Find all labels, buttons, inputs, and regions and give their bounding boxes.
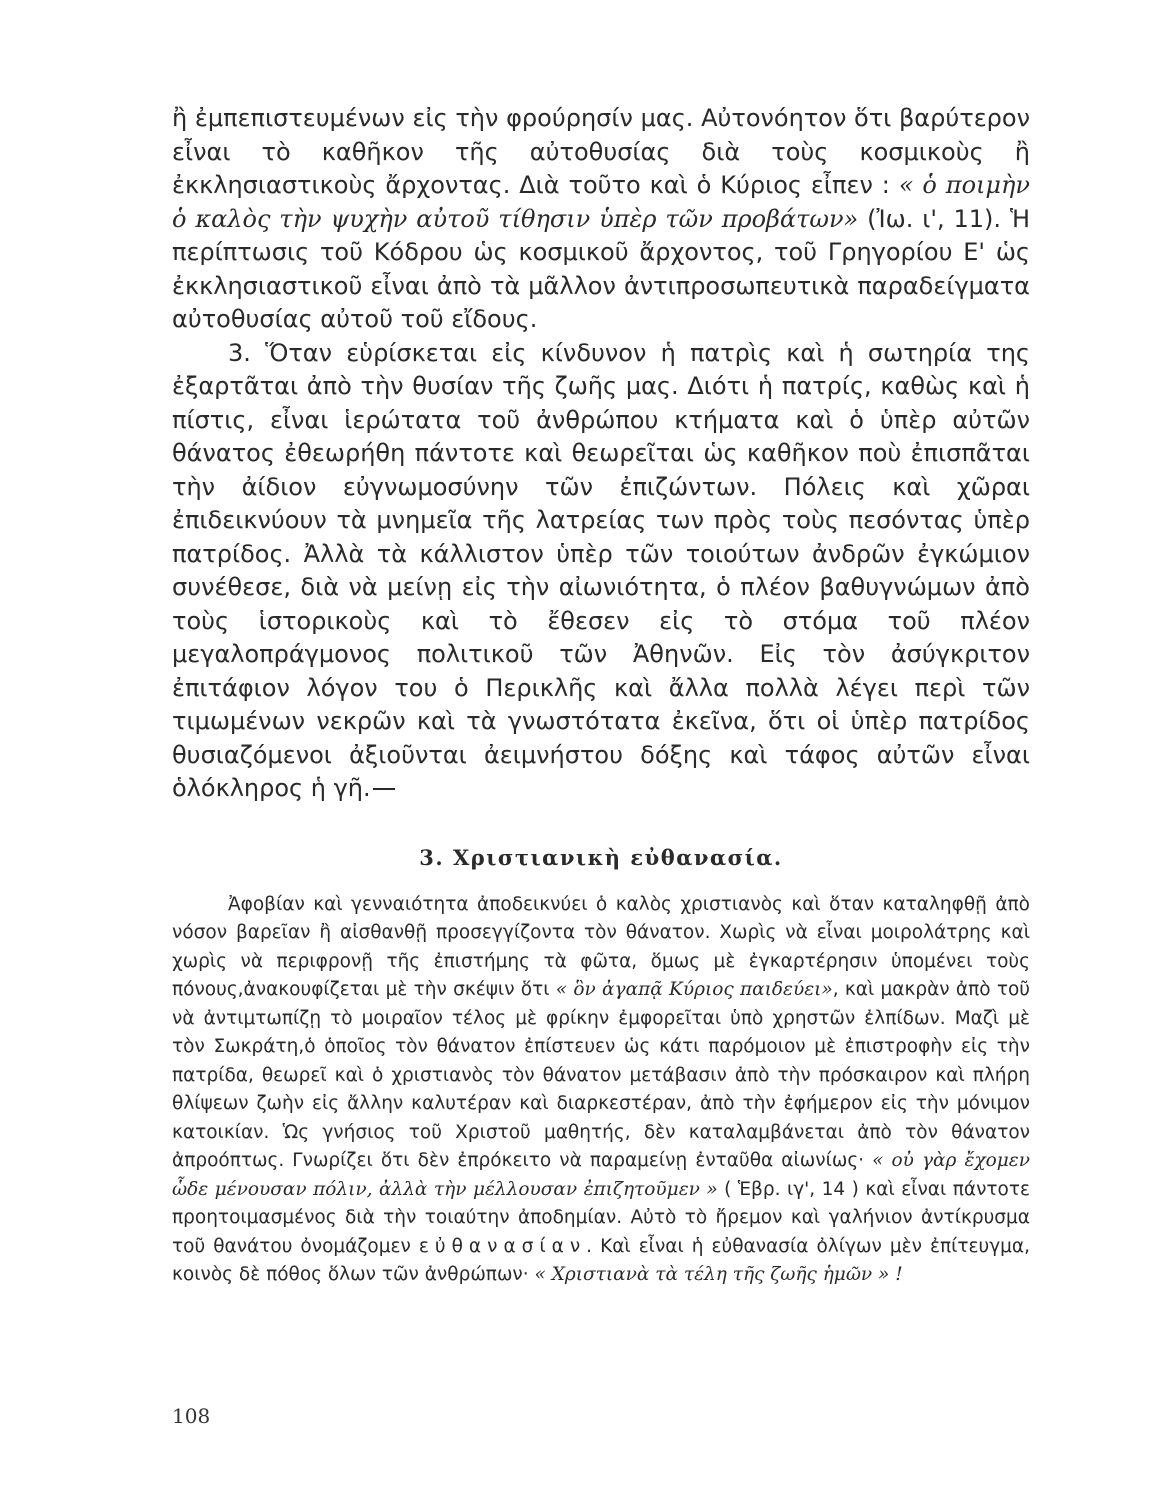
page-body	[172, 102, 1030, 1290]
section-title: 3. Χριστιανικὴ εὐθανασία.	[419, 844, 783, 870]
closing-quote: « Χριστιανὰ τὰ τέλη τῆς ζωῆς ἡμῶν » !	[534, 1264, 903, 1285]
page-number: 108	[172, 1404, 211, 1428]
spaced-term: εὐθανασίαν	[418, 1235, 587, 1257]
section-paragraph	[172, 891, 1030, 1290]
scripture-quote: « οὐ γὰρ ἔχομεν ὧδε μένουσαν πόλιν, ἀλλὰ τὴν μέλλουσαν ἐπιζητοῦμεν »	[172, 1150, 1030, 1200]
text-span: , καὶ μακρὰν ἀπὸ τοῦ νὰ ἀντιμτωπίζῃ τὸ μοιραῖον τέλος μὲ φρίκην ἐμφορεῖται ὑπὸ χρηστῶν ἐλπίδων. Μαζὶ μὲ τὸν Σωκράτη,ὁ ὁποῖος τὸν θάνατον ἐπίστευεν ὡς κάτι παρόμοιον μὲ ἐπιστροφὴν εἰς τὴν πατρίδα, θεωρεῖ καὶ ὁ χριστιανὸς τὸν θάνατον μετάβασιν ἀπὸ τὴν πρόσκαιρον καὶ πλήρη θλίψεων ζωὴν εἰς ἄλλην καλυτέραν καὶ διαρκεστέραν, ἀπὸ τὴν ἐφήμερον εἰς τὴν μόνιμον κατοικίαν. Ὡς γνήσιος τοῦ Χριστοῦ μαθητής, δὲν καταλαμβάνεται ἀπὸ τὸν θάνατον ἀπροόπτως. Γνωρίζει ὅτι δὲν ἐπρόκειτο νὰ παραμείνῃ ἐνταῦθα αἰωνίως·	[172, 979, 1030, 1171]
text-span: 3. Ὅταν εὑρίσκεται εἰς κίνδυνον ἡ πατρὶς καὶ ἡ σωτηρία της ἐξαρτᾶται ἀπὸ τὴν θυσίαν τῆς ζωῆς μας. Διότι ἡ πατρίς, καθὼς καὶ ἡ πίστις, εἶναι ἱερώτατα τοῦ ἀνθρώπου κτήματα καὶ ὁ ὑπὲρ αὐτῶν θάνατος ἐθεωρήθη πάντοτε καὶ θεωρεῖται ὡς καθῆκον ποὺ ἐπισπᾶται τὴν ἀίδιον εὐγνωμοσύνην τῶν ἐπιζώντων. Πόλεις καὶ χῶραι ἐπιδεικνύουν τὰ μνημεῖα τῆς λατρείας των πρὸς τοὺς πεσόντας ὑπὲρ πατρίδος. Ἀλλὰ τὰ κάλλιστον ὑπὲρ τῶν τοιούτων ἀνδρῶν ἐγκώμιον συνέθεσε, διὰ νὰ μείνῃ εἰς τὴν αἰωνιότητα, ὁ πλέον βαθυγνώμων ἀπὸ τοὺς ἱστορικοὺς καὶ τὸ ἔθεσεν εἰς τὸ στόμα τοῦ πλέον μεγαλοπράγμονος πολιτικοῦ τῶν Ἀθηνῶν. Εἰς τὸν ἀσύγκριτον ἐπιτάφιον λόγον του ὁ Περικλῆς καὶ ἄλλα πολλὰ λέγει περὶ τῶν τιμωμένων νεκρῶν καὶ τὰ γνωστότατα ἐκεῖνα, ὅτι οἱ ὑπὲρ πατρίδος θυσιαζόμενοι ἀξιοῦνται ἀειμνήστου δόξης καὶ τάφος αὐτῶν εἶναι ὁλόκληρος ἡ γῆ.	[172, 338, 1030, 802]
text-span: ἢ ἐμπεπιστευμένων εἰς τὴν φρούρησίν μας. Αὐτονόητον ὅτι βαρύτερον εἶναι τὸ καθῆκον τῆς αὐτοθυσίας διὰ τοὺς κοσμικοὺς ἢ ἐκκλησιαστικοὺς ἄρχοντας. Διὰ τοῦτο καὶ ὁ Κύριος εἶπεν :	[172, 104, 1030, 199]
scripture-quote: « ὃν ἀγαπᾷ Κύριος παιδεύει»	[555, 979, 833, 1000]
paragraph-continuation	[172, 102, 1030, 337]
text-span: Ἀφοβίαν καὶ γενναιότητα ἀποδεικνύει ὁ καλὸς χριστιανὸς καὶ ὅταν καταληφθῇ ἀπὸ νόσον βαρεῖαν ἢ αἰσθανθῇ προσεγγίζοντα τὸν θάνατον. Χωρὶς νὰ εἶναι μοιρολάτρης καὶ χωρὶς νὰ περιφρονῇ τῆς ἐπιστήμης τὰ φῶτα, ὅμως μὲ ἐγκαρτέρησιν ὑπομένει τοὺς πόνους,ἀνακουφίζεται μὲ τὴν σκέψιν ὅτι	[172, 893, 1030, 1000]
paragraph-point-3	[172, 337, 1030, 806]
text-span: (Ἰω. ι', 11). Ἡ περίπτωσις τοῦ Κόδρου ὡς κοσμικοῦ ἄρχοντος, τοῦ Γρηγορίου Ε' ὡς ἐκκλησιαστικοῦ εἶναι ἀπὸ τὰ μᾶλλον ἀντιπροσωπευτικὰ παραδείγματα αὐτοθυσίας αὐτοῦ τοῦ εἴδους.	[172, 204, 1031, 333]
scripture-quote: « ὁ ποιμὴν ὁ καλὸς τὴν ψυχὴν αὐτοῦ τίθησιν ὑπὲρ τῶν προβάτων»	[172, 171, 1031, 233]
end-dash	[373, 788, 395, 790]
text-span: . Καὶ εἶναι ἡ εὐθανασία ὀλίγων μὲν ἐπίτευγμα, κοινὸς δὲ πόθος ὅλων τῶν ἀνθρώπων·	[172, 1235, 1030, 1285]
text-span: ( Ἑβρ. ιγ', 14 ) καὶ εἶναι πάντοτε προητοιμασμένος διὰ τὴν τοιαύτην ἀποδημίαν. Αὐτὸ τὸ ἤρεμον καὶ γαλήνιον ἀντίκρυσμα τοῦ θανάτου ὀνομάζομεν	[172, 1178, 1030, 1257]
